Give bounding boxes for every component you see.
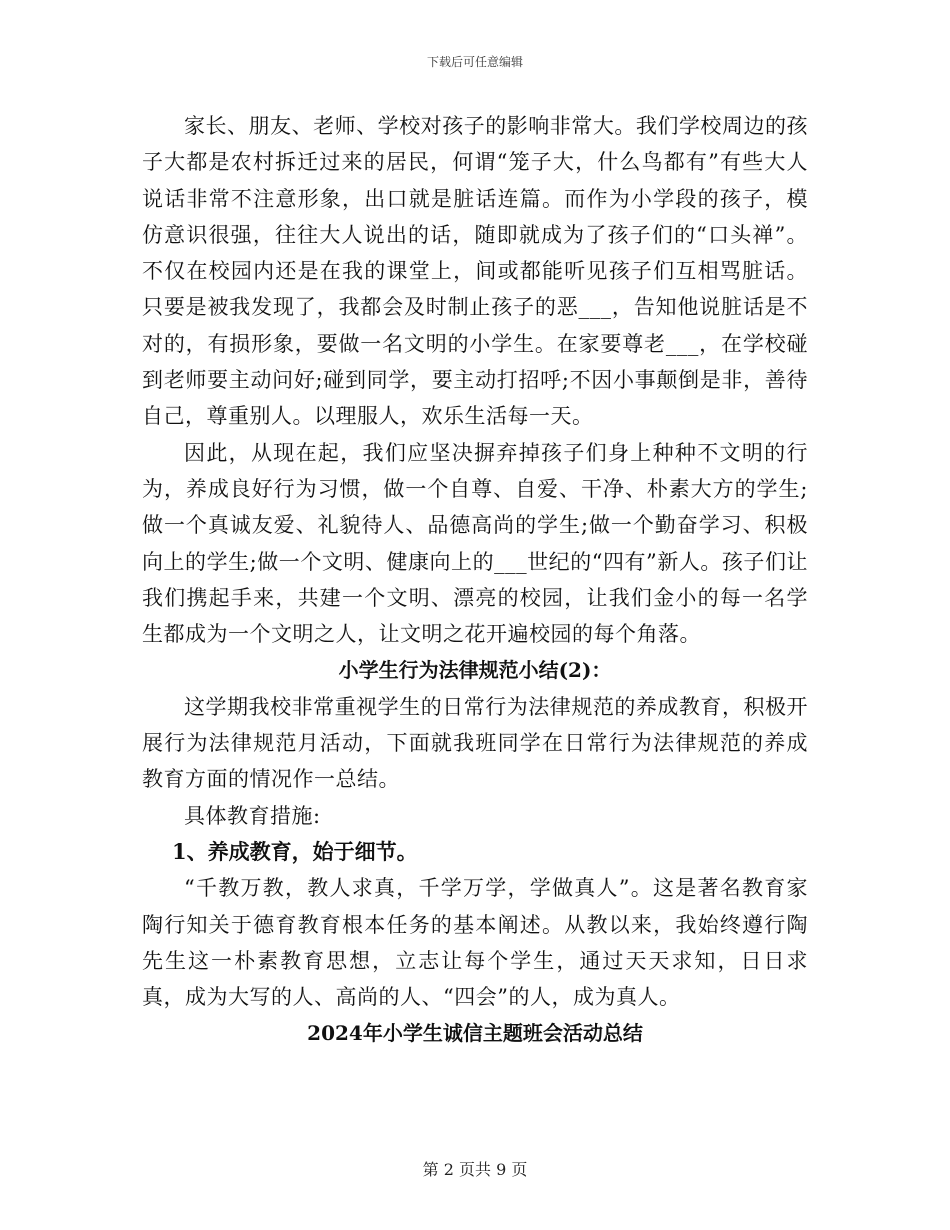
page-footer: 第 2 页共 9 页: [422, 1160, 528, 1179]
page-header: 下载后可任意编辑: [426, 55, 523, 69]
section-title-3: 2024年小学生诚信主题班会活动总结: [307, 1021, 643, 1046]
section-title-2: 小学生行为法律规范小结(2)：: [338, 658, 612, 683]
paragraph-1: 家长、朋友、老师、学校对孩子的影响非常大。我们学校周边的孩子大都是农村拆迁过来的居民，何谓“笼子大，什么鸟都有”有些大人说话非常不注意形象，出口就是脏话连篇。而作为小学段的孩子，模仿意识很强，往往大人说出的话，随即就成为了孩子们的“口头禅”。不仅在校园内还是在我的课堂上，间或都能听见孩子们互相骂脏话。只要是被我发现了，我都会及时制止孩子的恶___，告知他说脏话是不对的，有损形象，要做一名文明的小学生。在家要尊老___，在学校碰到老师要主动问好;碰到同学，要主动打招呼;不因小事颠倒是非，善待自己，尊重别人。以理服人，欢乐生活每一天。: [142, 114, 808, 429]
subheading-1: 1、养成教育，始于细节。: [172, 838, 418, 864]
document-body: [142, 108, 808, 1052]
paragraph-2: 因此，从现在起，我们应坚决摒弃掉孩子们身上种种不文明的行为，养成良好行为习惯，做一个自尊、自爱、干净、朴素大方的学生;做一个真诚友爱、礼貌待人、品德高尚的学生;做一个勤奋学习、积极向上的学生;做一个文明、健康向上的___世纪的“四有”新人。孩子们让我们携起手来，共建一个文明、漂亮的校园，让我们金小的每一名学生都成为一个文明之人，让文明之花开遍校园的每个角落。: [142, 440, 808, 647]
paragraph-4: 具体教育措施:: [184, 803, 321, 828]
paragraph-5: “千教万教，教人求真，千学万学，学做真人”。这是著名教育家陶行知关于德育教育根本任务的基本阐述。从教以来，我始终遵行陶先生这一朴素教育思想，立志让每个学生，通过天天求知，日日求真，成为大写的人、高尚的人、“四会”的人，成为真人。: [142, 876, 808, 1010]
paragraph-3: 这学期我校非常重视学生的日常行为法律规范的养成教育，积极开展行为法律规范月活动，下面就我班同学在日常行为法律规范的养成教育方面的情况作一总结。: [142, 694, 808, 792]
